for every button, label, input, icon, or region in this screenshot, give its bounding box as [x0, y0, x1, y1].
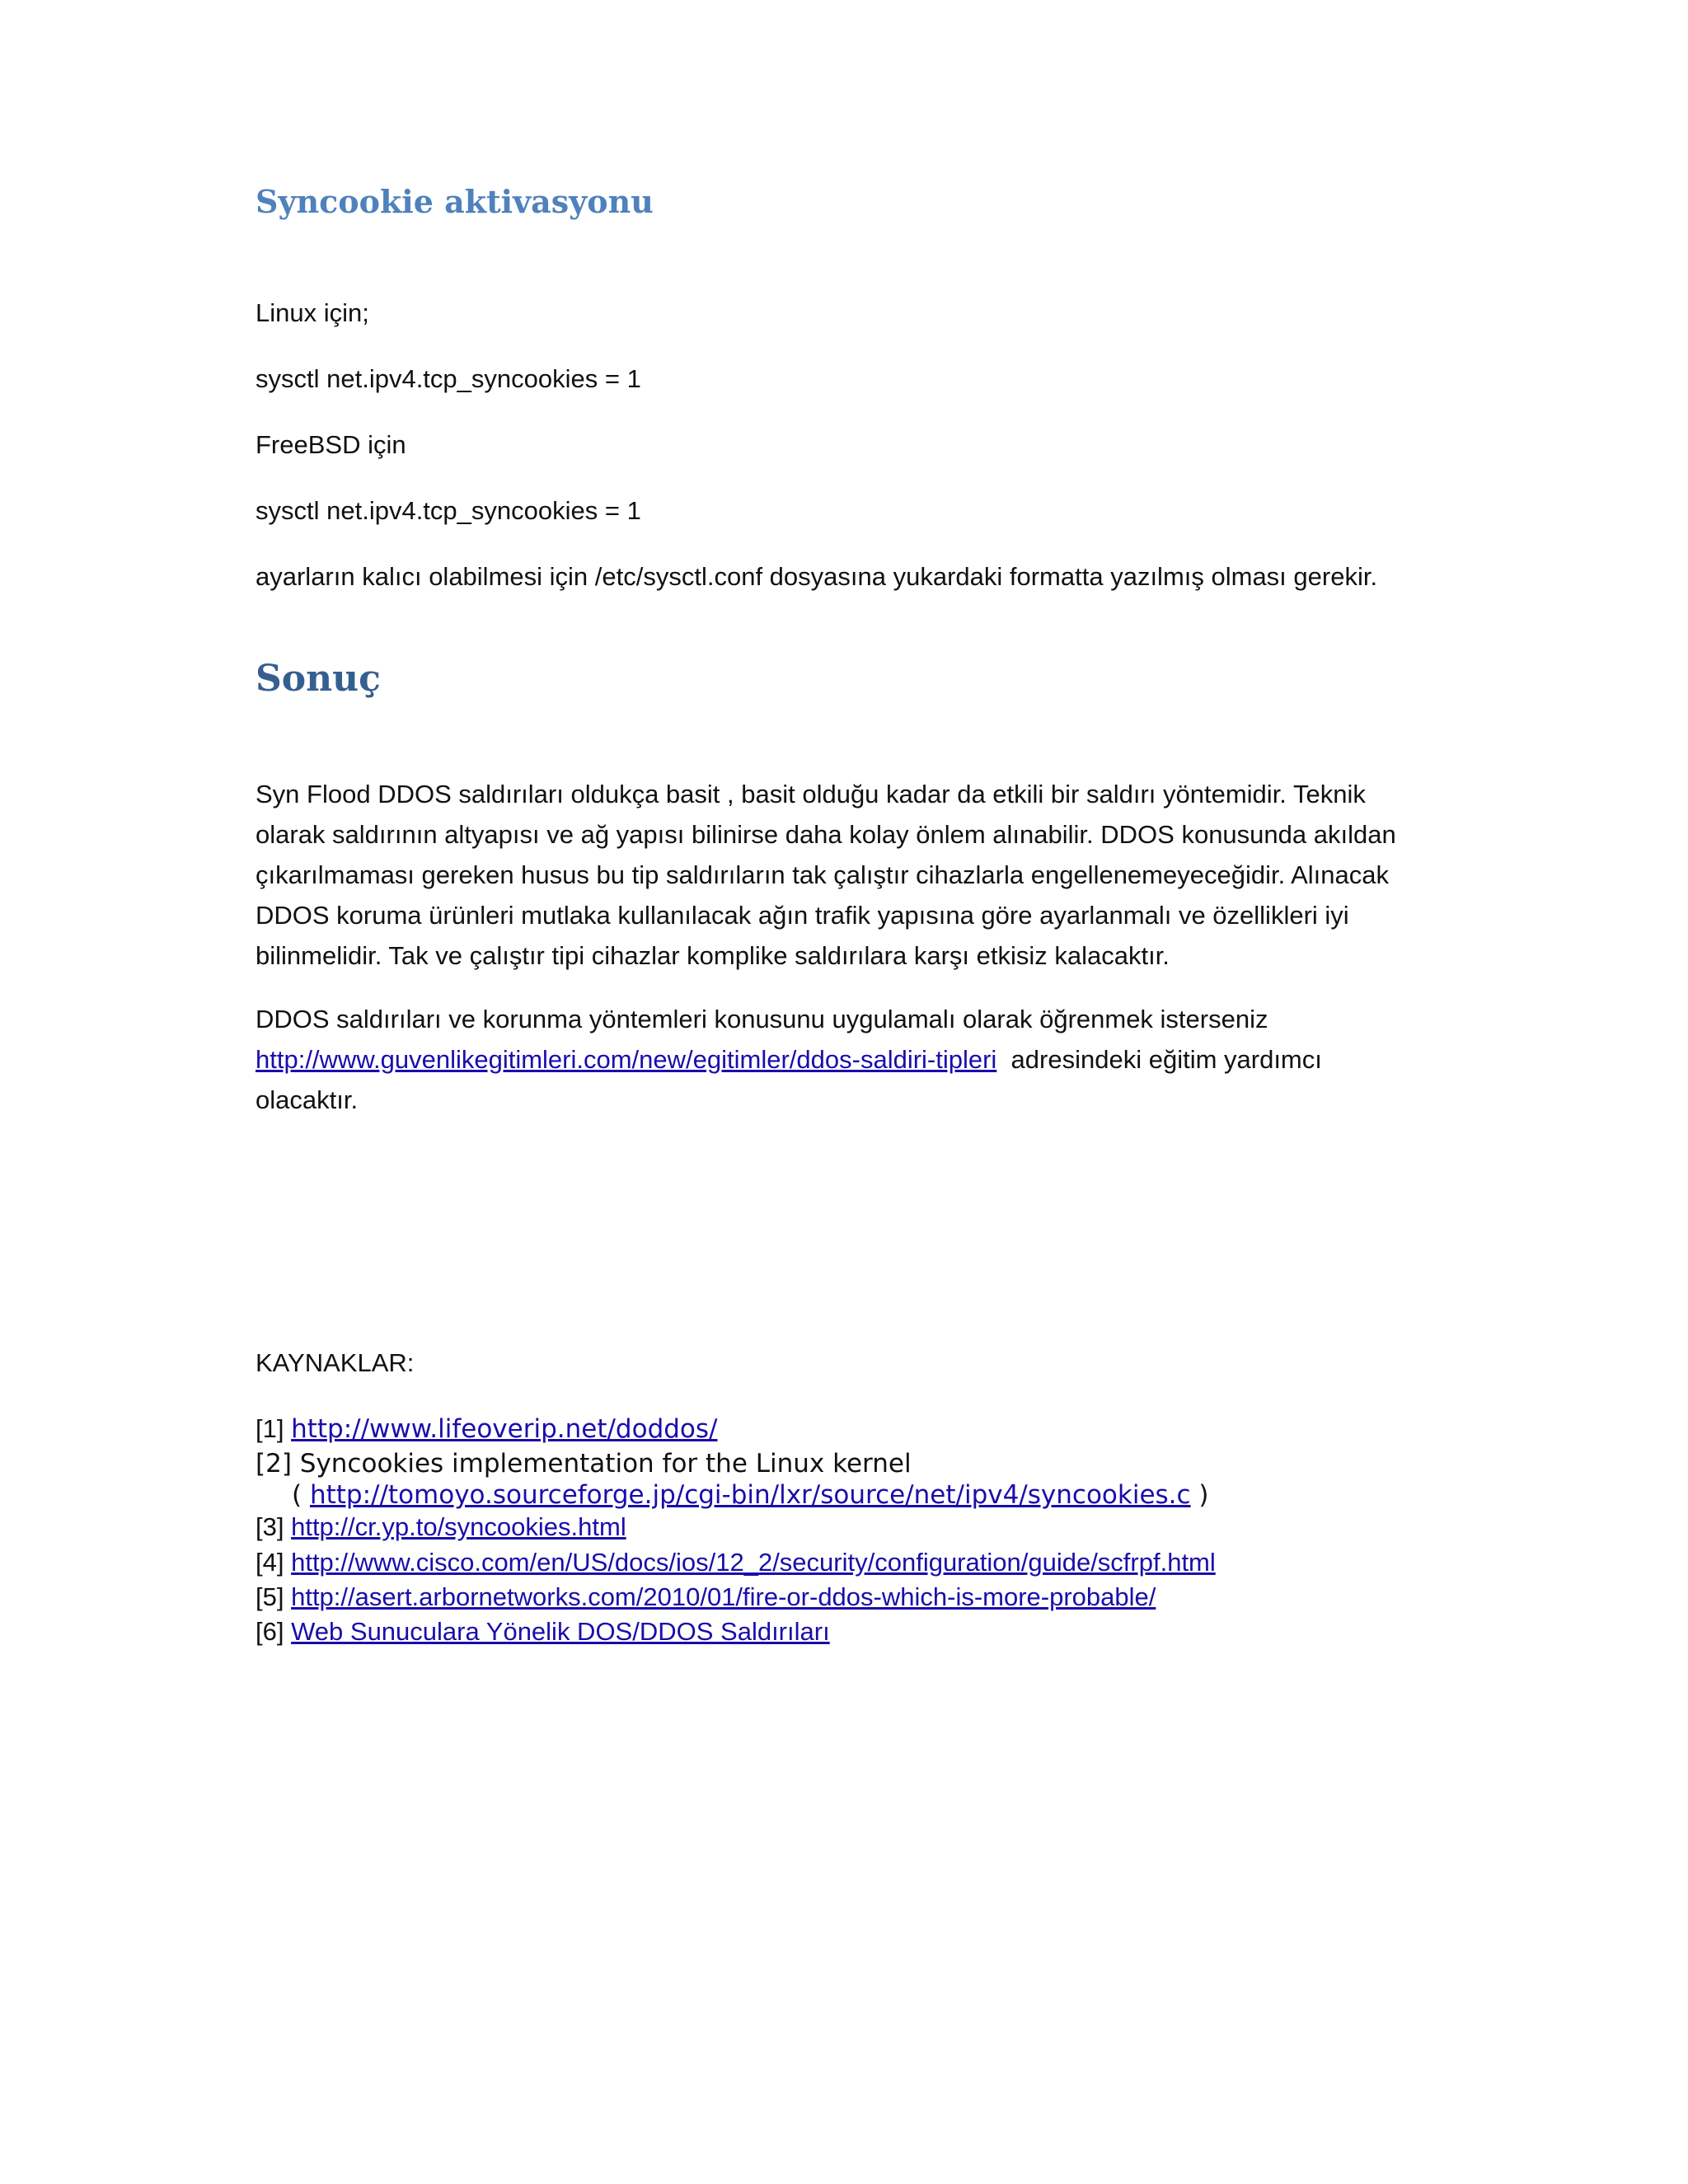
freebsd-label: FreeBSD için [256, 430, 406, 459]
linux-command: sysctl net.ipv4.tcp_syncookies = 1 [256, 364, 641, 393]
reference-item [256, 1546, 1216, 1579]
training-line-with-link [256, 1039, 1426, 1080]
conclusion-line: bilinmelidir. Tak ve çalıştır tipi cihazlar komplike saldırılara karşı etkisiz kalacaktır. [256, 941, 1170, 970]
conclusion-paragraph [256, 774, 1426, 976]
training-link-suffix: adresindeki eğitim yardımcı [996, 1045, 1322, 1074]
reference-number: [4] [256, 1548, 292, 1577]
reference-link[interactable]: http://asert.arbornetworks.com/2010/01/fire-or-ddos-which-is-more-probable/ [291, 1582, 1156, 1611]
reference-close-paren: ) [1190, 1480, 1209, 1510]
section-heading-sonuc: Sonuç [256, 658, 381, 700]
reference-open-paren: ( [292, 1480, 310, 1510]
reference-number: [2] [256, 1449, 300, 1479]
reference-link[interactable]: http://cr.yp.to/syncookies.html [291, 1512, 626, 1541]
conclusion-line: çıkarılmaması gereken husus bu tip saldırıların tak çalıştır cihazlarla engellenemeyeceğidir. Alınacak [256, 860, 1390, 889]
reference-text: Syncookies implementation for the Linux kernel [299, 1449, 912, 1479]
reference-item-continuation [292, 1479, 1209, 1511]
reference-item [256, 1581, 1156, 1614]
section-heading-syncookie: Syncookie aktivasyonu [256, 183, 654, 220]
reference-item [256, 1413, 718, 1446]
references-title: KAYNAKLAR: [256, 1348, 415, 1377]
reference-item [256, 1447, 912, 1480]
reference-number: [5] [256, 1582, 292, 1611]
reference-number: [1] [256, 1414, 292, 1443]
conclusion-line: olarak saldırının altyapısı ve ağ yapısı bilinirse daha kolay önlem alınabilir. DDOS konusunda akıldan [256, 820, 1396, 849]
reference-item [256, 1615, 830, 1648]
reference-link[interactable]: http://tomoyo.sourceforge.jp/cgi-bin/lxr/source/net/ipv4/syncookies.c [309, 1480, 1191, 1510]
reference-link[interactable]: http://www.cisco.com/en/US/docs/ios/12_2/security/configuration/guide/scfrpf.html [291, 1548, 1216, 1577]
reference-number: [3] [256, 1512, 292, 1541]
training-link[interactable]: http://www.guvenlikegitimleri.com/new/egitimler/ddos-saldiri-tipleri [256, 1045, 997, 1074]
linux-label: Linux için; [256, 298, 369, 327]
reference-link[interactable]: Web Sunuculara Yönelik DOS/DDOS Saldırıları [291, 1617, 830, 1646]
training-paragraph [256, 999, 1426, 1120]
freebsd-command: sysctl net.ipv4.tcp_syncookies = 1 [256, 496, 641, 525]
conclusion-line: Syn Flood DDOS saldırıları oldukça basit , basit olduğu kadar da etkili bir saldırı yöntemidir. Teknik [256, 780, 1366, 808]
training-line: DDOS saldırıları ve korunma yöntemleri konusunu uygulamalı olarak öğrenmek isterseniz [256, 1005, 1268, 1033]
conclusion-line: DDOS koruma ürünleri mutlaka kullanılacak ağın trafik yapısına göre ayarlanmalı ve özellikleri iyi [256, 901, 1349, 930]
persistence-note: ayarların kalıcı olabilmesi için /etc/sysctl.conf dosyasına yukardaki formatta yazılmış olması gerekir. [256, 562, 1378, 591]
reference-number: [6] [256, 1617, 292, 1646]
reference-item [256, 1511, 626, 1544]
training-line: olacaktır. [256, 1085, 359, 1114]
reference-link[interactable]: http://www.lifeoverip.net/doddos/ [291, 1414, 718, 1444]
